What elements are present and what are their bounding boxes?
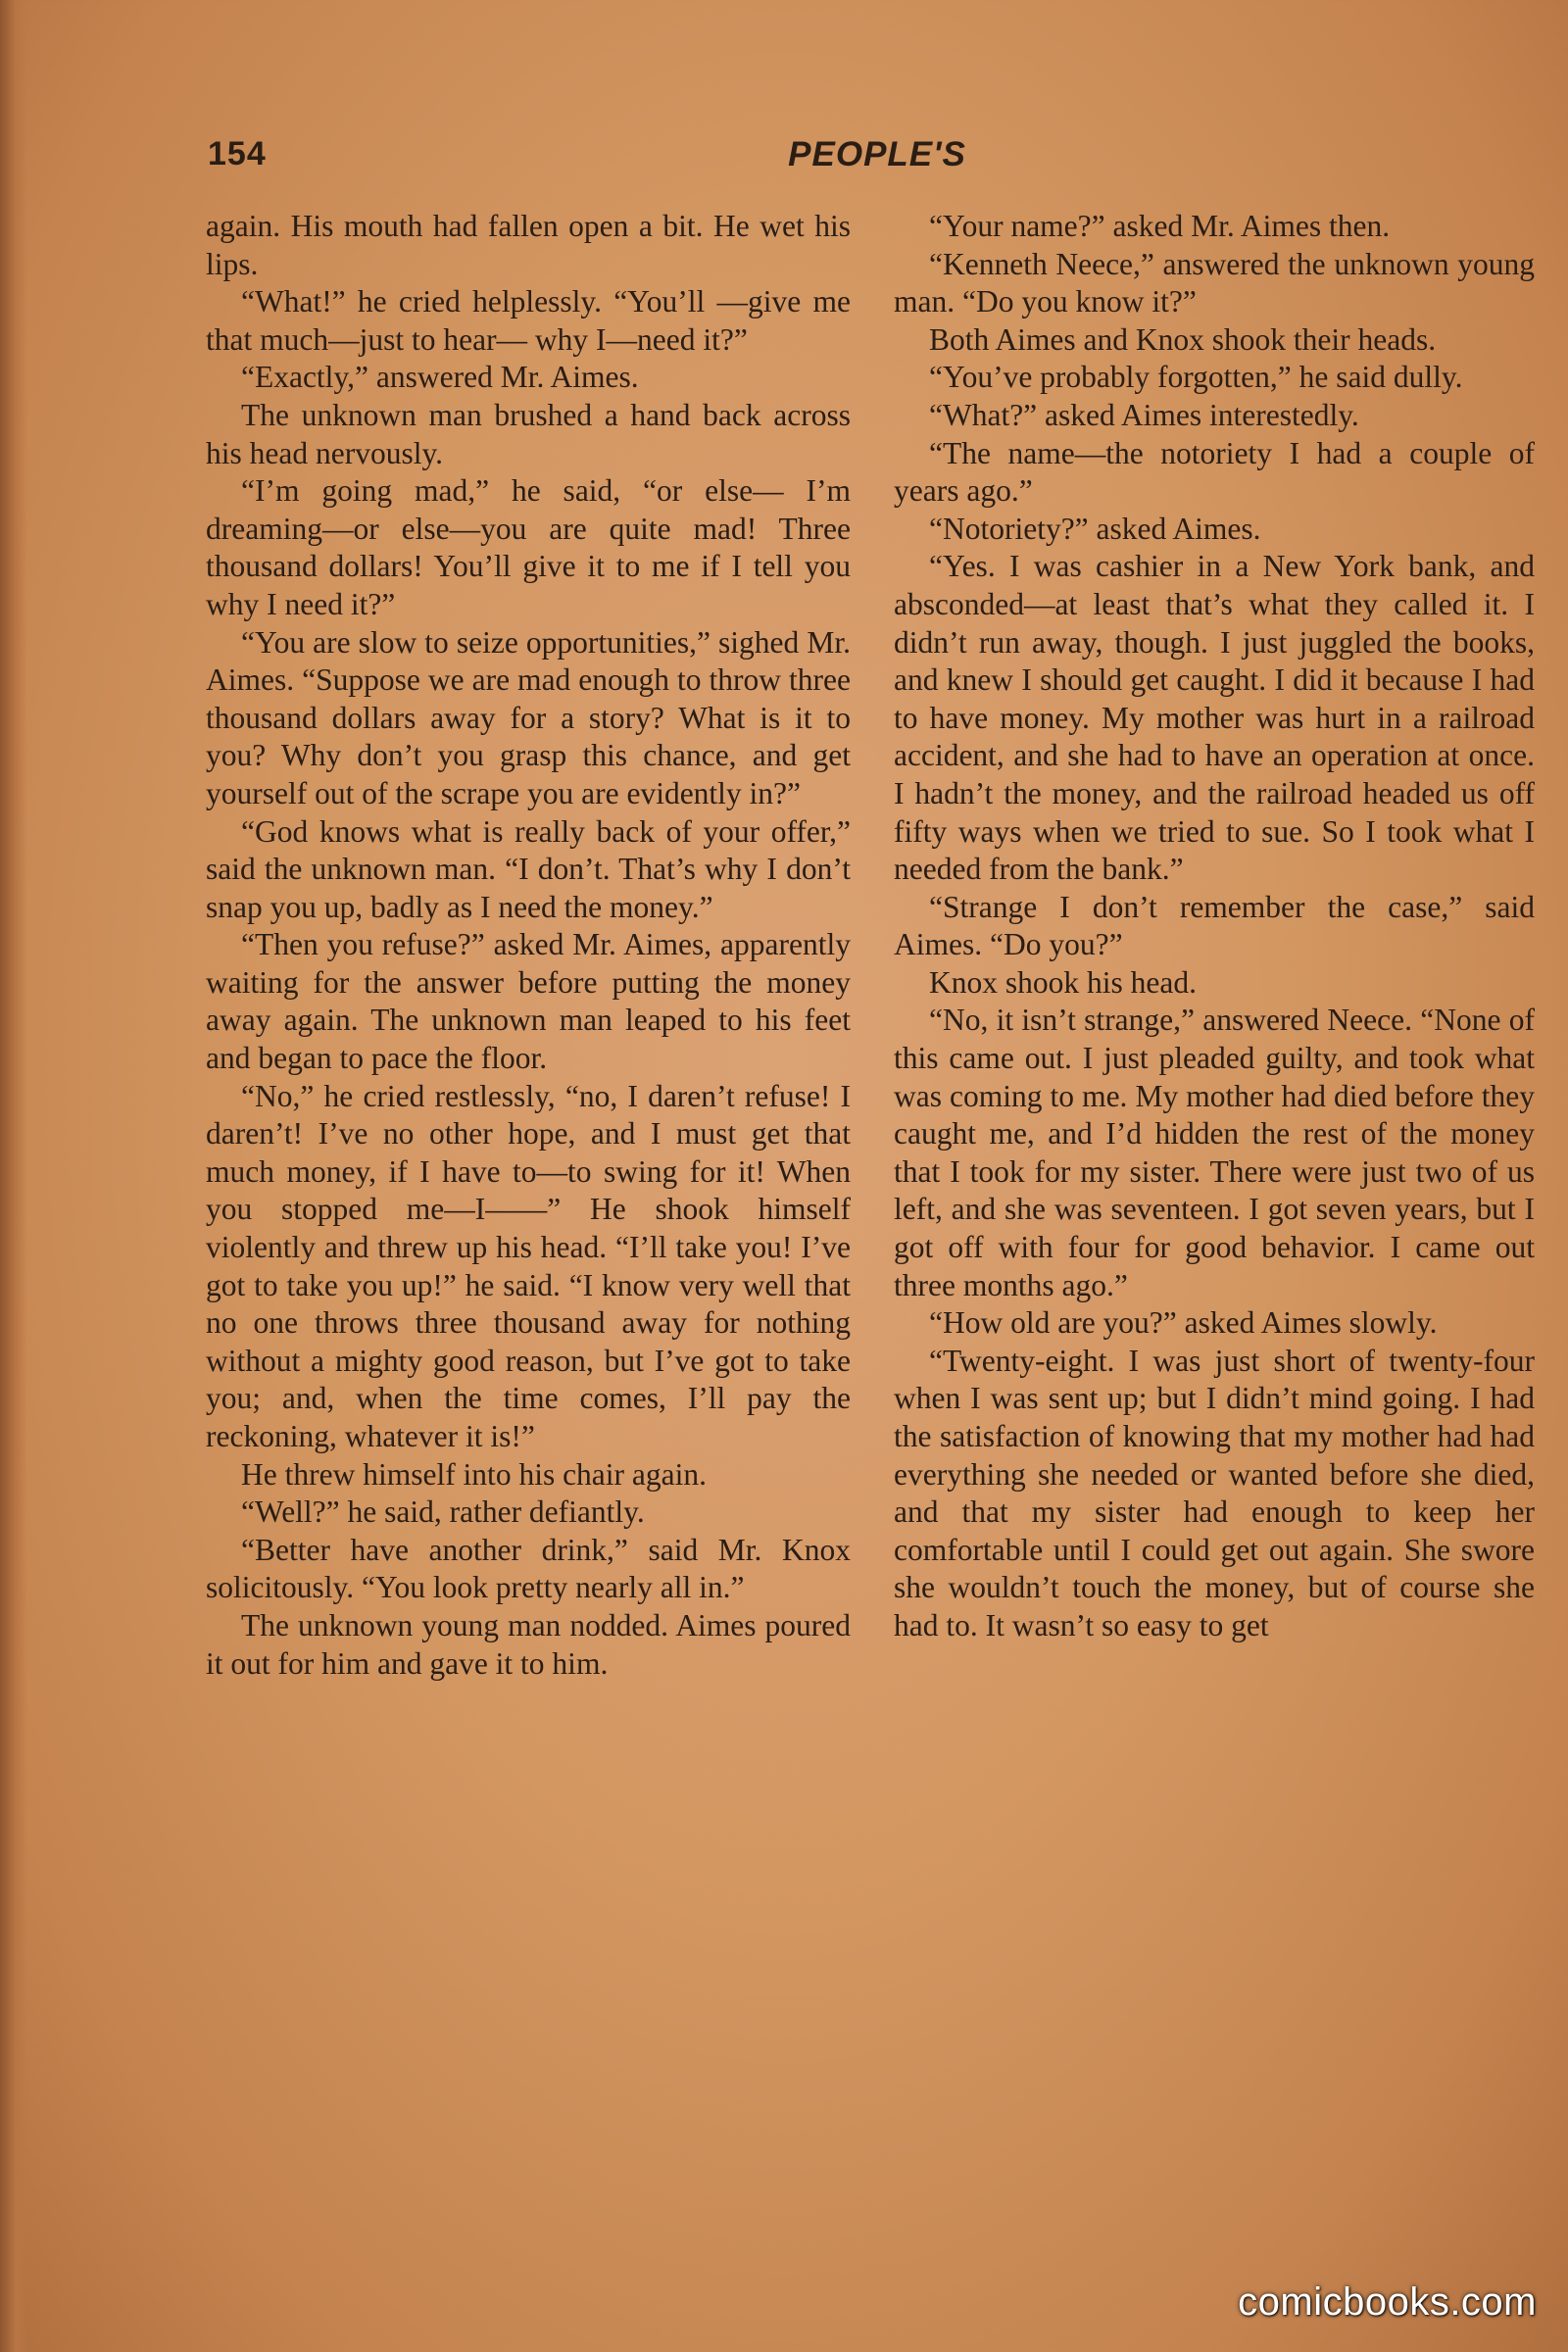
paragraph: “Yes. I was cashier in a New York bank, and absconded—at least that’s what they called it. I didn’t run away, though. I just juggled the books, and knew I should get caught. I did it because I had to have money. My mother was hurt in a railroad accident, and she had to have an operation at once. I hadn’t the money, and the railroad headed us off fifty ways when we tried to sue. So I took what I needed from the bank.”	[894, 549, 1535, 887]
running-head-title: PEOPLE'S	[788, 135, 966, 173]
paragraph: Knox shook his head.	[929, 964, 1197, 1000]
paragraph: “You’ve probably forgotten,” he said dully.	[929, 360, 1463, 395]
paragraph: “God knows what is really back of your offer,” said the unknown man. “I don’t. That’s why I don’t snap you up, badly as I need the money.”	[206, 813, 851, 924]
paragraph: again. His mouth had fallen open a bit. He wet his lips.	[206, 209, 851, 281]
paragraph: “You are slow to seize opportunities,” sighed Mr. Aimes. “Suppose we are mad enough to throw three thousand dollars away for a story? What is it to you? Why don’t you grasp this chance, and get yourself out of the scrape you are evidently in?”	[206, 624, 851, 810]
paragraph: “Better have another drink,” said Mr. Knox solicitously. “You look pretty nearly all in.”	[206, 1532, 851, 1605]
paragraph: The unknown young man nodded. Aimes poured it out for him and gave it to him.	[206, 1607, 851, 1681]
paragraph: Both Aimes and Knox shook their heads.	[929, 321, 1437, 357]
page-edge-shadow	[0, 0, 27, 2352]
paragraph: “Strange I don’t remember the case,” said Aimes. “Do you?”	[894, 889, 1535, 962]
paragraph: “What?” asked Aimes interestedly.	[929, 397, 1359, 432]
paragraph: The unknown man brushed a hand back across his head nervously.	[206, 397, 851, 470]
paragraph: He threw himself into his chair again.	[241, 1456, 707, 1492]
paragraph: “No,” he cried restlessly, “no, I daren’t refuse! I daren’t! I’ve no other hope, and I must get that much money, if I have to—to swing for it! When you stopped me—I——” He shook himself violently and threw up his head. “I’ll take you! I’ve got to take you up!” he said. “I know very well that no one throws three thousand away for nothing without a mighty good reason, but I’ve got to take you; and, when the time comes, I’ll pay the reckoning, whatever it is!”	[206, 1078, 851, 1453]
paragraph: “The name—the notoriety I had a couple of years ago.”	[894, 435, 1535, 509]
paragraph: “Exactly,” answered Mr. Aimes.	[241, 360, 639, 395]
text-column-left	[206, 208, 851, 1683]
page-number: 154	[208, 135, 267, 172]
text-column-right	[894, 208, 1535, 1645]
paragraph: “How old are you?” asked Aimes slowly.	[929, 1305, 1438, 1341]
paragraph: “Notoriety?” asked Aimes.	[929, 511, 1261, 546]
paragraph: “No, it isn’t strange,” answered Neece. “None of this came out. I just pleaded guilty, and took what was coming to me. My mother had died before they caught me, and I’d hidden the rest of the money that I took for my sister. There were just two of us left, and she was seventeen. I got seven years, but I got off with four for good behavior. I came out three months ago.”	[894, 1003, 1535, 1302]
paragraph: “Kenneth Neece,” answered the unknown young man. “Do you know it?”	[894, 246, 1535, 319]
paragraph: “Well?” he said, rather defiantly.	[241, 1494, 645, 1530]
paragraph: “What!” he cried helplessly. “You’ll —give me that much—just to hear— why I—need it?”	[206, 284, 851, 357]
paragraph: “Then you refuse?” asked Mr. Aimes, apparently waiting for the answer before putting the money away again. The unknown man leaped to his feet and began to pace the floor.	[206, 927, 851, 1076]
paragraph: “Your name?” asked Mr. Aimes then.	[929, 209, 1391, 243]
paragraph: “I’m going mad,” he said, “or else— I’m dreaming—or else—you are quite mad! Three thousand dollars! You’ll give it to me if I tell you why I need it?”	[206, 473, 851, 621]
paragraph: “Twenty-eight. I was just short of twenty-four when I was sent up; but I didn’t mind going. I had the satisfaction of knowing that my mother had had everything she needed or wanted before she died, and that my sister had enough to keep her comfortable until I could get out again. She swore she wouldn’t touch the money, but of course she had to. It wasn’t so easy to get	[894, 1343, 1535, 1642]
site-watermark: comicbooks.com	[1238, 2280, 1537, 2324]
